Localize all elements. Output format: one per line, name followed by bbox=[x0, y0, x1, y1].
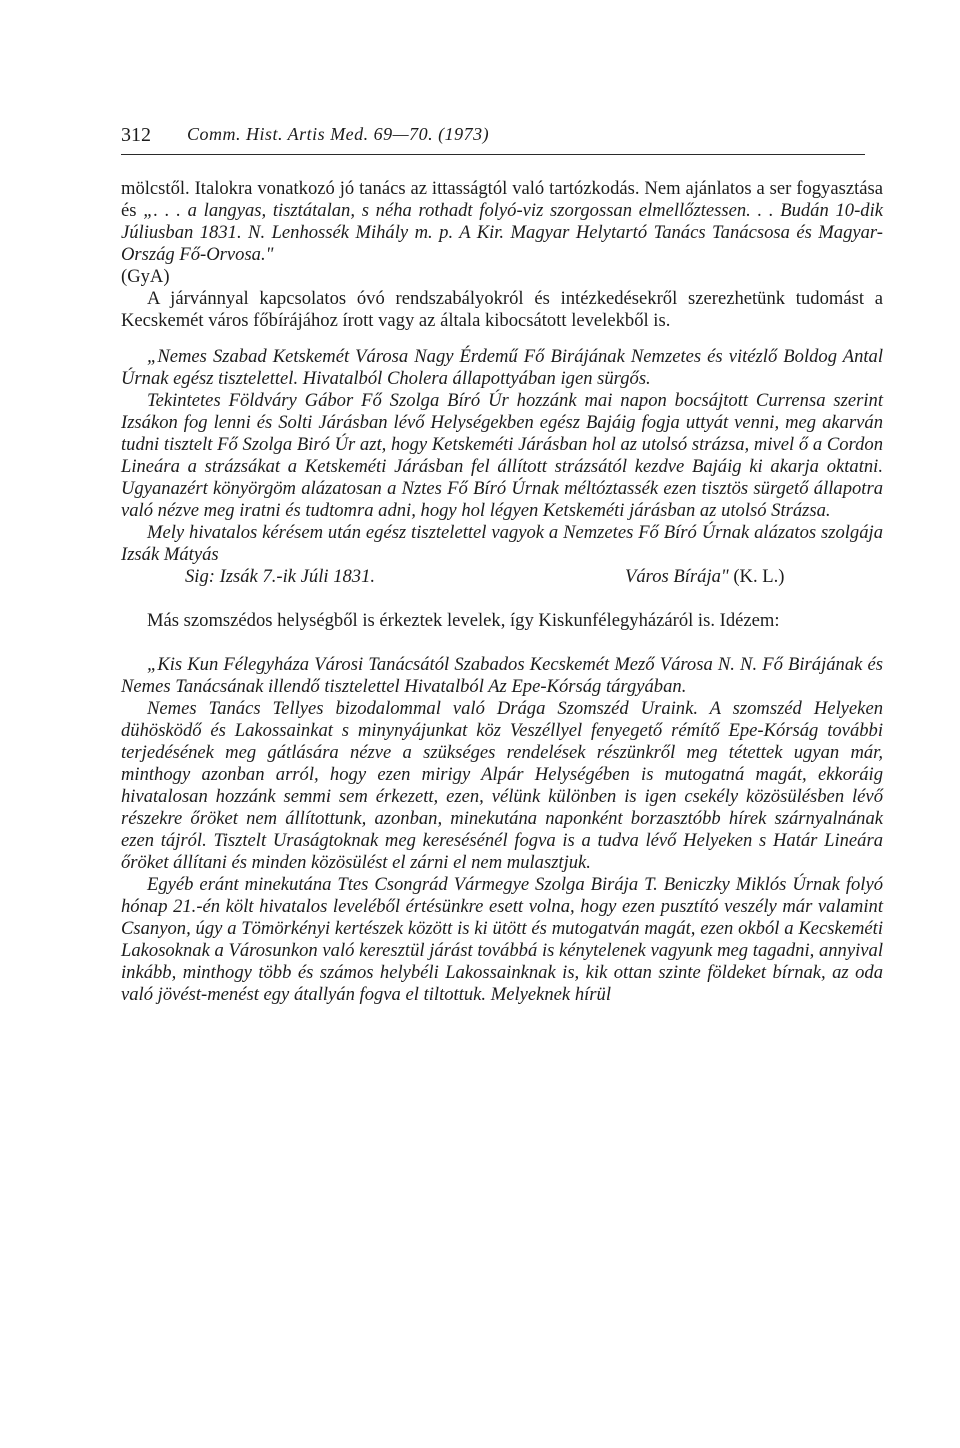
letter1-body: Tekintetes Földváry Gábor Fő Szolga Bíró Úr hozzánk mai napon bocsájtott Currensa szerint Izsákon fog lenni és Solti Járásban lévő Helységekben egész Bajáig fogja uttyát venni, meg akarván tudni tisztelt Fő Szolga Biró Úr azt, hogy Ketskeméti Járásban hol az utolsó strázsa, mivel ő a Cordon Lineára a strázsákat a Ketskeméti Járásban fel állított strázsától kezdve Bajáig ki akarja oktatni. Ugyanazért könyörgöm alázatosan a Nztes Fő Bíró Úrnak méltóztassék ezen tisztös sürgető állapotra való nézve meg iratni és tudtomra adni, hogy hol légyen Ketskeméti járásban az utolsó Strázsa. bbox=[121, 390, 883, 521]
signature-role: Város Bírája" bbox=[625, 566, 729, 587]
letter2-continuation: Egyéb eránt minekutána Ttes Csongrád Vármegye Szolga Birája T. Beniczky Miklós Úrnak folyó hónap 21.-én költ hivatalos leveléből értésünkre esett volna, hogy ezen pusztító veszély már valamint Csanyon, úgy a Tömörkényi kertészek között is ki ütött és mutogatván magát, ezen okból a Kecskeméti Lakosoknak a Városunkon való keresztül járást továbbá is kénytelenek vagyunk meg tagadni, annyival inkább, minthogy több és számos helybéli Lakossainknak is, kik ottan szinte földeket bírnak, az oda való jövést-menést egy átallyán fogva el tiltottuk. Melyeknek hírül bbox=[121, 874, 883, 1005]
paragraph-neighbours: Más szomszédos helységből is érkeztek levelek, így Kiskunfélegyházáról is. Idézem: bbox=[147, 610, 780, 631]
letter2-body: Nemes Tanács Tellyes bizodalommal való Drága Szomszéd Uraink. A szomszéd Helyeken dühösködő és Lakossainkat s minynyájunkat köz Veszéllyel fenyegető rémítő Epe-Kórság további terjedésének meg gátlására nézve a szükséges rendelések részünkről meg tétettek ugyan már, minthogy azonban arról, hogy ezen mirigy Alpár Helységében is mutogatná magát, ekkoráig hivatalosan hozzánk semmi sem érkezett, ezen, vélünk különben is igen csekély közösülésben lévő részekre őröket nem állítottunk, azonban, minekutána naponként borzasztóbb hírek szárnyalnának ezen tájról. Tisztelt Uraságtoknak meg keresésénél fogva is a tudva lévő Helyeken s Határ Lineára őröket állítani és minden közösülést el zárni el nem mulasztjuk. bbox=[121, 698, 883, 873]
journal-citation: Comm. Hist. Artis Med. 69—70. (1973) bbox=[187, 124, 490, 144]
lenhossek-quote: „. . . a langyas, tisztátalan, s néha rothadt folyó-viz szorgossan elmellőztessen. . . Budán 10-dik Júliusban 1831. N. Lenhossék Mihály m. p. A Kir. Magyar Helytartó Tanács Tanácsosa és Magyar-Ország Fő-Orvosa." bbox=[121, 200, 883, 265]
page-body bbox=[121, 178, 883, 1006]
page-header bbox=[121, 120, 865, 155]
letter1-closing: Mely hivatalos kérésem után egész tisztelettel vagyok a Nemzetes Fő Bíró Úrnak alázatos szolgája Izsák Mátyás bbox=[121, 522, 883, 565]
signature-title bbox=[625, 566, 784, 588]
letter1-signature bbox=[121, 566, 883, 588]
source-reference-kl: (K. L.) bbox=[728, 566, 785, 587]
paragraph-measures: A járvánnyal kapcsolatos óvó rendszabályokról és intézkedésekről szerezhetünk tudomást a Kecskemét város főbírájához írott vagy az általa kibocsátott levelekből is. bbox=[121, 288, 883, 331]
source-reference-gya: (GyA) bbox=[121, 266, 170, 287]
letter2-address: „Kis Kun Félegyháza Városi Tanácsától Szabados Kecskemét Mező Városa N. N. Fő Birájának és Nemes Tanácsának illendő tisztelettel Hivatalból Az Epe-Kórság tárgyában. bbox=[121, 654, 883, 697]
paragraph-intro bbox=[121, 178, 883, 266]
letter1-address: „Nemes Szabad Ketskemét Városa Nagy Érdemű Fő Birájának Nemzetes és vitézlő Boldog Antal Úrnak egész tisztelettel. Hivatalból Cholera állapottyában igen sürgős. bbox=[121, 346, 883, 389]
signature-date: Sig: Izsák 7.-ik Júli 1831. bbox=[185, 566, 376, 587]
page-number: 312 bbox=[121, 124, 151, 146]
paragraph-intro-text: mölcstől. Italokra vonatkozó jó tanács az ittasságtól való tartózkodás. Nem ajánlatos a ser fogyasztása és bbox=[121, 178, 883, 221]
